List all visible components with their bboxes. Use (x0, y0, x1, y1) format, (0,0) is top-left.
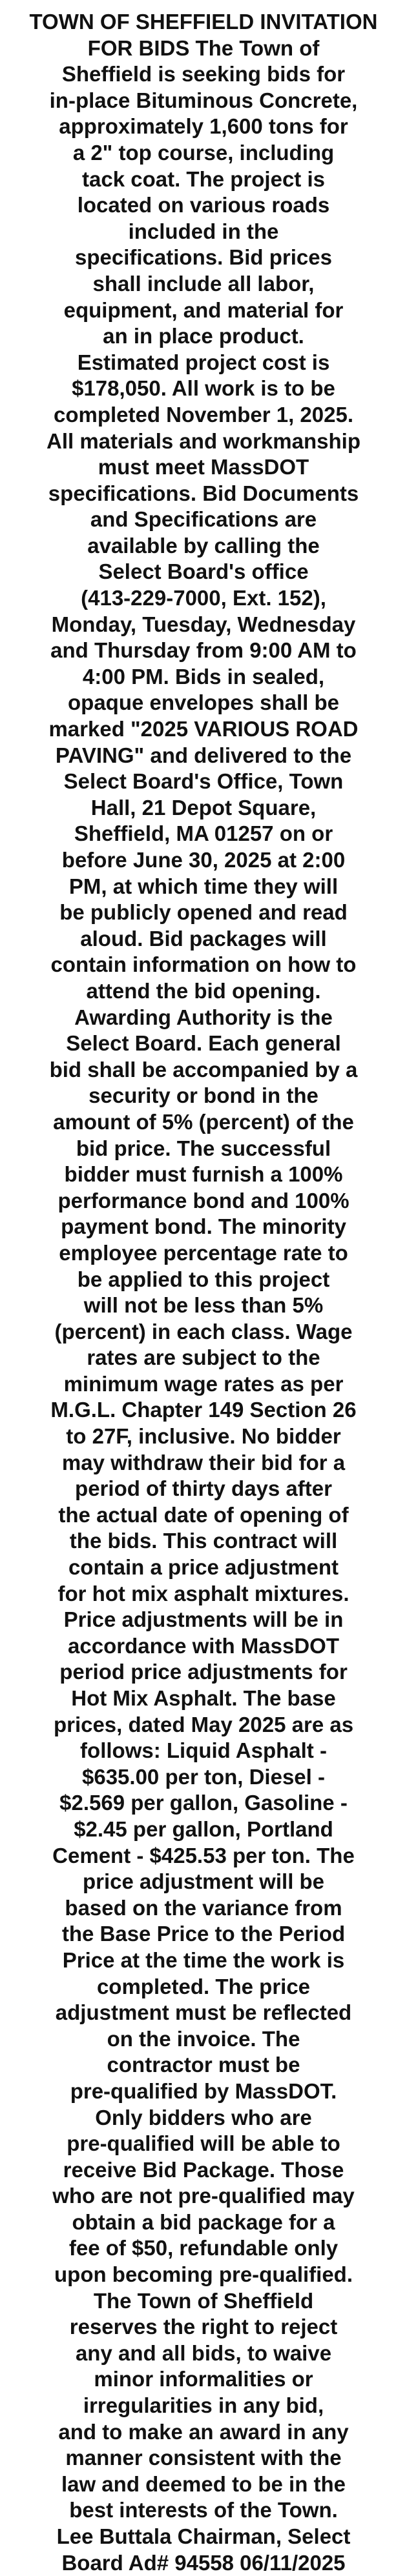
notice-body-text: TOWN OF SHEFFIELD INVITATION FOR BIDS The Town of Sheffield is seeking bids for in-place Bituminous Concrete, approximately 1,600 tons for a 2" top course, including tack coat. The project is located on various roads included in the specifications. Bid prices shall include all labor, equipment, and material for an in place product. Estimated project cost is $178,050. All work is to be completed November 1, 2025. All materials and workmanship must meet MassDOT specifications. Bid Documents and Specifications are available by calling the Select Board's office (413-229-7000, Ext. 152), Monday, Tuesday, Wednesday and Thursday from 9:00 AM to 4:00 PM. Bids in sealed, opaque envelopes shall be marked "2025 VARIOUS ROAD PAVING" and delivered to the Select Board's Office, Town Hall, 21 Depot Square, Sheffield, MA 01257 on or before June 30, 2025 at 2:00 PM, at which time they will be publicly opened and read aloud. Bid packages will contain information on how to attend the bid opening. Awarding Authority is the Select Board. Each general bid shall be accompanied by a security or bond in the amount of 5% (percent) of the bid price. The successful bidder must furnish a 100% performance bond and 100% payment bond. The minority employee percentage rate to be applied to this project will not be less than 5% (percent) in each class. Wage rates are subject to the minimum wage rates as per M.G.L. Chapter 149 Section 26 to 27F, inclusive. No bidder may withdraw their bid for a period of thirty days after the actual date of opening of the bids. This contract will contain a price adjustment for hot mix asphalt mixtures. Price adjustments will be in accordance with MassDOT period price adjustments for Hot Mix Asphalt. The base prices, dated May 2025 are as follows: Liquid Asphalt - $635.00 per ton, Diesel - $2.569 per gallon, Gasoline - $2.45 per gallon, Portland Cement - $425.53 per ton. The price adjustment will be based on the variance from the Base Price to the Period Price at the time the work is completed. The price adjustment must be reflected on the invoice. The contractor must be pre-qualified by MassDOT. Only bidders who are pre-qualified will be able to receive Bid Package. Those who are not pre-qualified may obtain a bid package for a fee of $50, refundable only upon becoming pre-qualified. The Town of Sheffield reserves the right to reject any and all bids, to waive minor informalities or irregularities in any bid, and to make an award in any manner consistent with the law and deemed to be in the best interests of the Town. Lee Buttala Chairman, Select Board Ad# 94558 06/11/2025 (29, 10, 378, 2575)
